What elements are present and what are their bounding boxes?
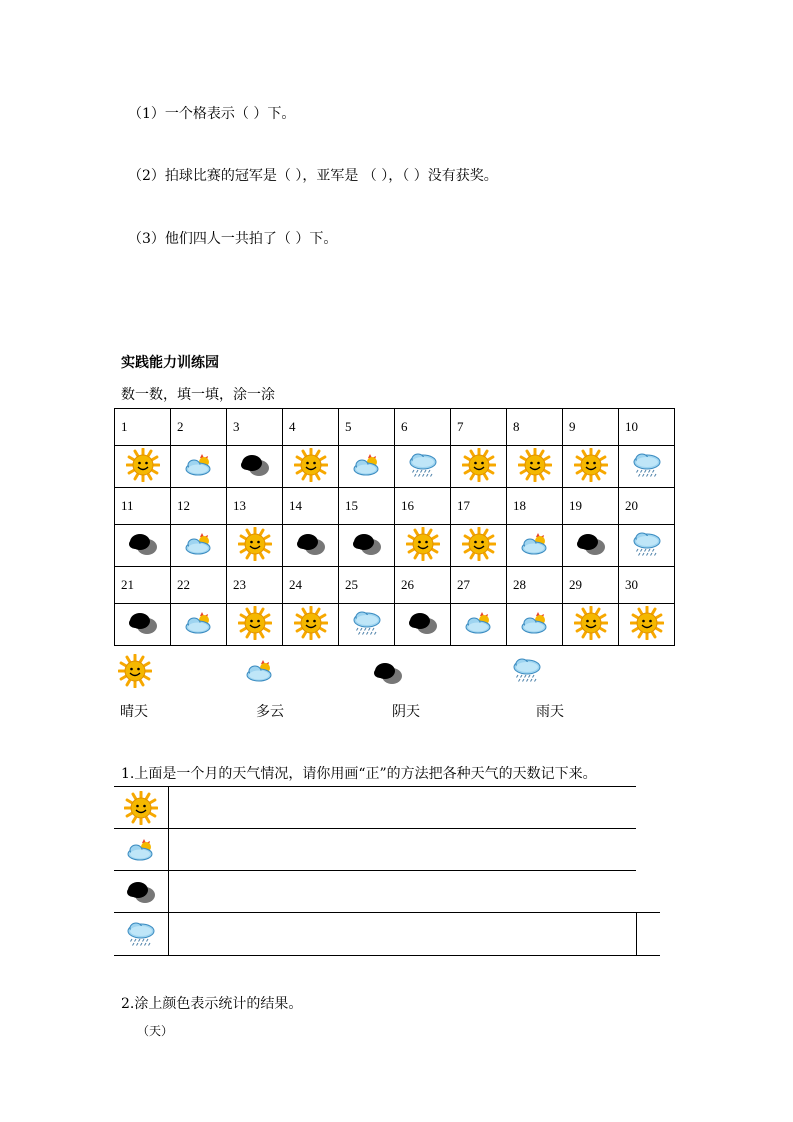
day-number-cell: 1 [115,409,171,446]
sunny-weather-cell [227,525,283,567]
cloudy-weather-cell [171,525,227,567]
day-number-cell: 30 [619,567,675,604]
overcast-weather-cell [563,525,619,567]
cloudy-icon [183,610,215,636]
legend-rainy-icon [511,656,551,690]
sunny-icon [406,527,440,561]
cloudy-weather-cell [507,604,563,646]
day-number-cell: 7 [451,409,507,446]
overcast-weather-cell [115,525,171,567]
sunny-icon [294,606,328,640]
day-number-cell: 16 [395,488,451,525]
question-3: （3）他们四人一共拍了（ ）下。 [128,231,338,247]
overcast-weather-cell [395,604,451,646]
cloudy-weather-cell [507,525,563,567]
day-number-cell: 18 [507,488,563,525]
rainy-icon [407,451,439,479]
sunny-weather-cell [451,525,507,567]
question-1: （1）一个格表示（ ）下。 [128,106,296,122]
cloudy-icon [519,610,551,636]
legend-cloudy-label: 多云 [256,704,284,720]
sunny-weather-cell [619,604,675,646]
day-number-cell: 4 [283,409,339,446]
sunny-icon [462,527,496,561]
day-number-cell: 13 [227,488,283,525]
tally-sunny-icon [114,787,168,829]
sunny-weather-cell [507,446,563,488]
legend-rainy-label: 雨天 [536,704,564,720]
calendar-number-row [115,488,675,525]
calendar-weather-row [115,525,675,567]
unit-label: （天） [137,1024,174,1038]
instruction-text: 数一数，填一填，涂一涂 [121,387,275,403]
cloudy-icon [351,452,383,478]
sunny-icon [630,606,664,640]
cloudy-weather-cell [171,604,227,646]
day-number-cell: 27 [451,567,507,604]
cloudy-weather-cell [339,446,395,488]
sunny-icon [238,606,272,640]
day-number-cell: 26 [395,567,451,604]
sunny-weather-cell [115,446,171,488]
cloudy-icon [183,531,215,557]
day-number-cell: 19 [563,488,619,525]
question-2: （2）拍球比赛的冠军是（ ），亚军是 （ ），（ ）没有获奖。 [128,168,498,184]
day-number-cell: 17 [451,488,507,525]
day-number-cell: 9 [563,409,619,446]
sunny-weather-cell [283,446,339,488]
rainy-icon [351,609,383,637]
rainy-weather-cell [395,446,451,488]
day-number-cell: 23 [227,567,283,604]
day-number-cell: 28 [507,567,563,604]
day-number-cell: 8 [507,409,563,446]
legend-cloudy-icon [244,658,284,690]
legend-sunny-label: 晴天 [120,704,148,720]
overcast-icon [295,531,327,557]
legend-overcast-label: 阴天 [392,704,420,720]
rainy-weather-cell [339,604,395,646]
day-number-cell: 15 [339,488,395,525]
cloudy-icon [519,531,551,557]
sunny-icon [462,448,496,482]
sunny-weather-cell [395,525,451,567]
sunny-icon [238,527,272,561]
day-number-cell: 10 [619,409,675,446]
day-number-cell: 22 [171,567,227,604]
day-number-cell: 11 [115,488,171,525]
day-number-cell: 21 [115,567,171,604]
overcast-weather-cell [339,525,395,567]
day-number-cell: 25 [339,567,395,604]
sunny-weather-cell [563,604,619,646]
day-number-cell: 6 [395,409,451,446]
overcast-icon [127,531,159,557]
task-1-text: 1.上面是一个月的天气情况，请你用画“正”的方法把各种天气的天数记下来。 [121,766,597,782]
sunny-icon [574,606,608,640]
task-2-text: 2.涂上颜色表示统计的结果。 [121,996,303,1012]
cloudy-icon [463,610,495,636]
sunny-weather-cell [283,604,339,646]
sunny-icon [126,448,160,482]
sunny-icon [574,448,608,482]
day-number-cell: 12 [171,488,227,525]
sunny-icon [294,448,328,482]
calendar-weather-row [115,446,675,488]
legend-sunny-icon [118,654,158,690]
overcast-icon [575,531,607,557]
calendar-weather-row [115,604,675,646]
rainy-icon [631,530,663,558]
overcast-icon [127,610,159,636]
rainy-weather-cell [619,446,675,488]
cloudy-weather-cell [171,446,227,488]
day-number-cell: 14 [283,488,339,525]
legend-overcast-icon [372,660,412,692]
cloudy-weather-cell [451,604,507,646]
rainy-weather-cell [619,525,675,567]
day-number-cell: 24 [283,567,339,604]
tally-overcast-icon [114,871,168,913]
tally-cloudy-icon [114,829,168,871]
day-number-cell: 3 [227,409,283,446]
overcast-icon [407,610,439,636]
day-number-cell: 2 [171,409,227,446]
calendar-number-row [115,567,675,604]
sunny-icon [518,448,552,482]
tally-rainy-icon [114,913,168,955]
sunny-weather-cell [451,446,507,488]
cloudy-icon [183,452,215,478]
calendar-number-row [115,409,675,446]
section-title: 实践能力训练园 [121,355,219,371]
weather-calendar-table [114,408,675,646]
day-number-cell: 5 [339,409,395,446]
day-number-cell: 29 [563,567,619,604]
overcast-weather-cell [115,604,171,646]
overcast-weather-cell [283,525,339,567]
overcast-icon [239,452,271,478]
overcast-icon [351,531,383,557]
sunny-weather-cell [227,604,283,646]
rainy-icon [631,451,663,479]
sunny-weather-cell [563,446,619,488]
day-number-cell: 20 [619,488,675,525]
overcast-weather-cell [227,446,283,488]
